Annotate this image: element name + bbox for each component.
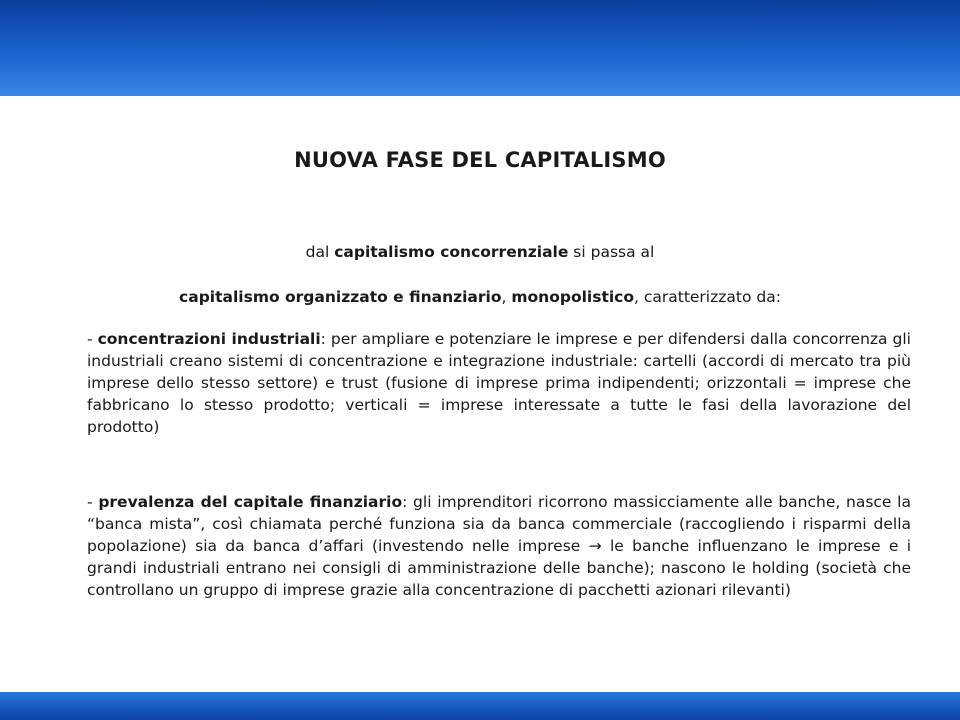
bullet-paragraph (87, 328, 911, 438)
bullet-paragraph (87, 491, 911, 601)
bullet-heading: concentrazioni industriali (97, 330, 321, 348)
bullet-text: : gli imprenditori ricorrono massicciamente alle banche, nasce la “banca mista”, così chiamata perché funziona sia da banca commerciale (raccogliendo i risparmi della popolazione) sia da banca d’affari (investendo nelle imprese → le banche influenzano le imprese e i grandi industriali entrano nei consigli di amministrazione delle banche); nascono le holding (società che controllano un gruppo di imprese grazie alla concentrazione di pacchetti azionari rilevanti) (87, 493, 911, 599)
subtitle-bold-1: capitalismo organizzato e finanziario (179, 288, 502, 306)
subtitle-separator: , (501, 288, 512, 306)
subtitle-bold-2: monopolistico (511, 288, 634, 306)
bullet-dash: - (87, 493, 99, 511)
bullet-heading: prevalenza del capitale finanziario (98, 493, 403, 511)
intro-prefix: dal (305, 243, 335, 261)
intro-line (0, 243, 960, 261)
intro-suffix: si passa al (568, 243, 655, 261)
footer-band (0, 692, 960, 720)
subtitle-line (0, 288, 960, 306)
bullet-dash: - (87, 330, 98, 348)
subtitle-suffix: , caratterizzato da: (634, 288, 781, 306)
bullet-text: : per ampliare e potenziare le imprese e per difendersi dalla concorrenza gli industriali creano sistemi di concentrazione e integrazione industriale: cartelli (accordi di mercato tra più imprese dello stesso settore) e trust (fusione di imprese prima indipendenti; orizzontali = imprese che fabbricano lo stesso prodotto; verticali = imprese interessate a tutte le fasi della lavorazione del prodotto) (87, 330, 911, 436)
slide-title: NUOVA FASE DEL CAPITALISMO (294, 148, 666, 172)
intro-bold: capitalismo concorrenziale (334, 243, 569, 261)
header-band (0, 0, 960, 96)
